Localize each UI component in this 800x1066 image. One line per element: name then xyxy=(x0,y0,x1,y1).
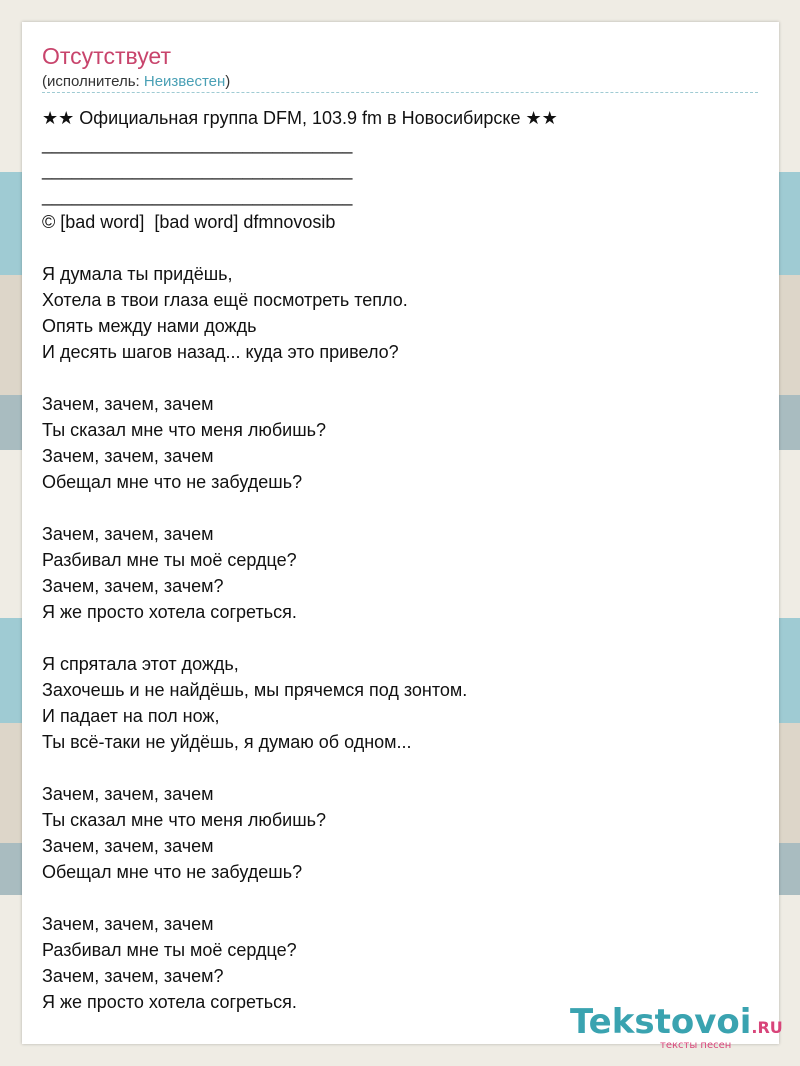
lyric-line: Зачем, зачем, зачем xyxy=(42,914,214,934)
title-divider xyxy=(42,92,758,93)
lyric-line: Опять между нами дождь xyxy=(42,316,257,336)
lyric-line: И десять шагов назад... куда это привело? xyxy=(42,342,399,362)
lyric-line: © [bad word] [bad word] dfmnovosib xyxy=(42,212,336,232)
lyric-line: Зачем, зачем, зачем xyxy=(42,784,214,804)
lyric-line xyxy=(42,365,758,391)
lyric-line: Зачем, зачем, зачем? xyxy=(42,966,224,986)
lyric-line xyxy=(42,755,758,781)
artist-suffix: ) xyxy=(225,73,231,90)
artist-prefix: (исполнитель: xyxy=(42,73,144,90)
song-title: Отсутствует xyxy=(42,43,171,69)
site-logo[interactable] xyxy=(570,1002,783,1051)
logo-wordmark: Tekstovoi xyxy=(570,1002,752,1042)
lyric-line xyxy=(42,235,758,261)
lyric-line: И падает на пол нож, xyxy=(42,706,220,726)
lyric-line xyxy=(42,495,758,521)
lyric-line: Разбивал мне ты моё сердце? xyxy=(42,550,297,570)
lyric-line: Обещал мне что не забудешь? xyxy=(42,862,303,882)
lyric-line: Зачем, зачем, зачем xyxy=(42,836,214,856)
lyric-line: Обещал мне что не забудешь? xyxy=(42,472,303,492)
lyric-line: ★★ Официальная группа DFM, 103.9 fm в Новосибирске ★★ xyxy=(42,108,558,128)
lyric-line xyxy=(42,885,758,911)
lyric-line: Хотела в твои глаза ещё посмотреть тепло. xyxy=(42,290,408,310)
lyric-line: Ты всё-таки не уйдёшь, я думаю об одном... xyxy=(42,732,412,752)
lyric-line: Зачем, зачем, зачем xyxy=(42,524,214,544)
lyric-line: Ты сказал мне что меня любишь? xyxy=(42,810,327,830)
lyric-line: Зачем, зачем, зачем xyxy=(42,446,214,466)
artist-link[interactable]: Неизвестен xyxy=(143,73,226,90)
lyric-line: Захочешь и не найдёшь, мы прячемся под зонтом. xyxy=(42,680,468,700)
lyric-line: Я же просто хотела согреться. xyxy=(42,992,297,1012)
logo-tagline: тексты песен xyxy=(660,1040,732,1051)
lyric-line: Ты сказал мне что меня любишь? xyxy=(42,420,327,440)
lyric-line: _______________________________ xyxy=(42,134,353,154)
logo-domain: .RU xyxy=(751,1018,783,1037)
lyric-line: Я же просто хотела согреться. xyxy=(42,602,297,622)
lyrics-card xyxy=(22,22,783,1051)
lyric-line: Я думала ты придёшь, xyxy=(42,264,233,284)
lyric-line: Зачем, зачем, зачем xyxy=(42,394,214,414)
lyric-line xyxy=(42,625,758,651)
lyrics-text xyxy=(42,105,758,1015)
lyric-line: Я спрятала этот дождь, xyxy=(42,654,239,674)
lyric-line: Зачем, зачем, зачем? xyxy=(42,576,224,596)
artist-line xyxy=(42,72,230,92)
lyric-line: Разбивал мне ты моё сердце? xyxy=(42,940,297,960)
lyric-line: _______________________________ xyxy=(42,160,353,180)
lyric-line: _______________________________ xyxy=(42,186,353,206)
